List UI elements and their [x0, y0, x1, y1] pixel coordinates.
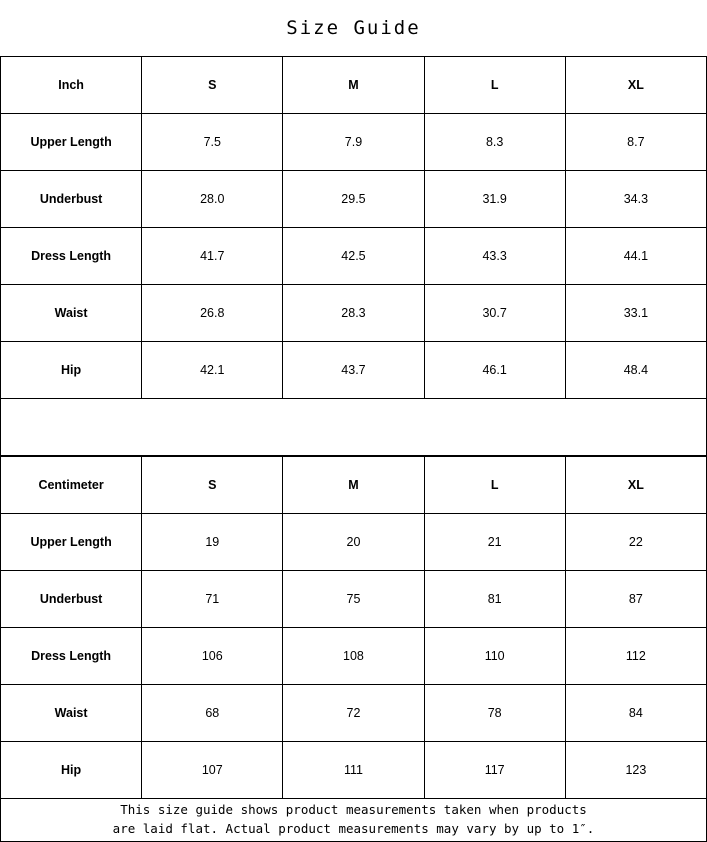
cell-underbust-m: 29.5 [283, 171, 424, 228]
cell-dress-length-s: 106 [142, 628, 283, 685]
size-header-s: S [142, 57, 283, 114]
table-row [1, 685, 707, 742]
size-header-s: S [142, 457, 283, 514]
cell-underbust-xl: 34.3 [565, 171, 706, 228]
cell-dress-length-xl: 112 [565, 628, 706, 685]
cell-dress-length-l: 110 [424, 628, 565, 685]
cell-underbust-l: 81 [424, 571, 565, 628]
cell-waist-s: 68 [142, 685, 283, 742]
size-header-l: L [424, 457, 565, 514]
table-row [1, 571, 707, 628]
cell-dress-length-m: 42.5 [283, 228, 424, 285]
note-line-2: are laid flat. Actual product measurements may vary by up to 1″. [112, 821, 595, 836]
row-label-waist: Waist [1, 285, 142, 342]
page-title: Size Guide [286, 17, 421, 39]
row-label-hip: Hip [1, 342, 142, 399]
size-header-xl: XL [565, 57, 706, 114]
unit-label-inch: Inch [1, 57, 142, 114]
table-row [1, 285, 707, 342]
row-label-hip: Hip [1, 742, 142, 799]
size-table-centimeter [0, 456, 707, 799]
cell-waist-l: 78 [424, 685, 565, 742]
table-header-row [1, 457, 707, 514]
cell-upper-length-m: 7.9 [283, 114, 424, 171]
cell-upper-length-xl: 8.7 [565, 114, 706, 171]
spacer-cell [1, 399, 707, 456]
cell-underbust-xl: 87 [565, 571, 706, 628]
cell-hip-s: 107 [142, 742, 283, 799]
cell-hip-m: 43.7 [283, 342, 424, 399]
cell-waist-s: 26.8 [142, 285, 283, 342]
table-row [1, 742, 707, 799]
row-label-underbust: Underbust [1, 571, 142, 628]
cell-hip-m: 111 [283, 742, 424, 799]
unit-label-centimeter: Centimeter [1, 457, 142, 514]
table-row [1, 114, 707, 171]
cell-upper-length-s: 19 [142, 514, 283, 571]
cell-underbust-l: 31.9 [424, 171, 565, 228]
cell-hip-l: 46.1 [424, 342, 565, 399]
table-header-row [1, 57, 707, 114]
cell-dress-length-l: 43.3 [424, 228, 565, 285]
cell-hip-xl: 48.4 [565, 342, 706, 399]
cell-waist-m: 28.3 [283, 285, 424, 342]
cell-upper-length-s: 7.5 [142, 114, 283, 171]
cell-underbust-m: 75 [283, 571, 424, 628]
row-label-dress-length: Dress Length [1, 628, 142, 685]
table-spacer-row [1, 399, 707, 456]
size-header-m: M [283, 57, 424, 114]
size-guide-note [0, 799, 707, 842]
cell-waist-l: 30.7 [424, 285, 565, 342]
cell-upper-length-xl: 22 [565, 514, 706, 571]
cell-waist-m: 72 [283, 685, 424, 742]
cell-waist-xl: 33.1 [565, 285, 706, 342]
row-label-upper-length: Upper Length [1, 514, 142, 571]
cell-upper-length-l: 8.3 [424, 114, 565, 171]
table-row [1, 628, 707, 685]
cell-dress-length-xl: 44.1 [565, 228, 706, 285]
size-header-l: L [424, 57, 565, 114]
cell-dress-length-m: 108 [283, 628, 424, 685]
note-line-1: This size guide shows product measurements taken when products [120, 802, 587, 818]
size-header-xl: XL [565, 457, 706, 514]
cell-upper-length-l: 21 [424, 514, 565, 571]
cell-waist-xl: 84 [565, 685, 706, 742]
cell-hip-xl: 123 [565, 742, 706, 799]
table-row [1, 171, 707, 228]
cell-hip-s: 42.1 [142, 342, 283, 399]
table-row [1, 514, 707, 571]
cell-underbust-s: 71 [142, 571, 283, 628]
size-header-m: M [283, 457, 424, 514]
row-label-dress-length: Dress Length [1, 228, 142, 285]
cell-upper-length-m: 20 [283, 514, 424, 571]
table-row [1, 228, 707, 285]
cell-dress-length-s: 41.7 [142, 228, 283, 285]
cell-hip-l: 117 [424, 742, 565, 799]
row-label-upper-length: Upper Length [1, 114, 142, 171]
cell-underbust-s: 28.0 [142, 171, 283, 228]
table-row [1, 342, 707, 399]
row-label-underbust: Underbust [1, 171, 142, 228]
size-table-inch [0, 56, 707, 456]
row-label-waist: Waist [1, 685, 142, 742]
